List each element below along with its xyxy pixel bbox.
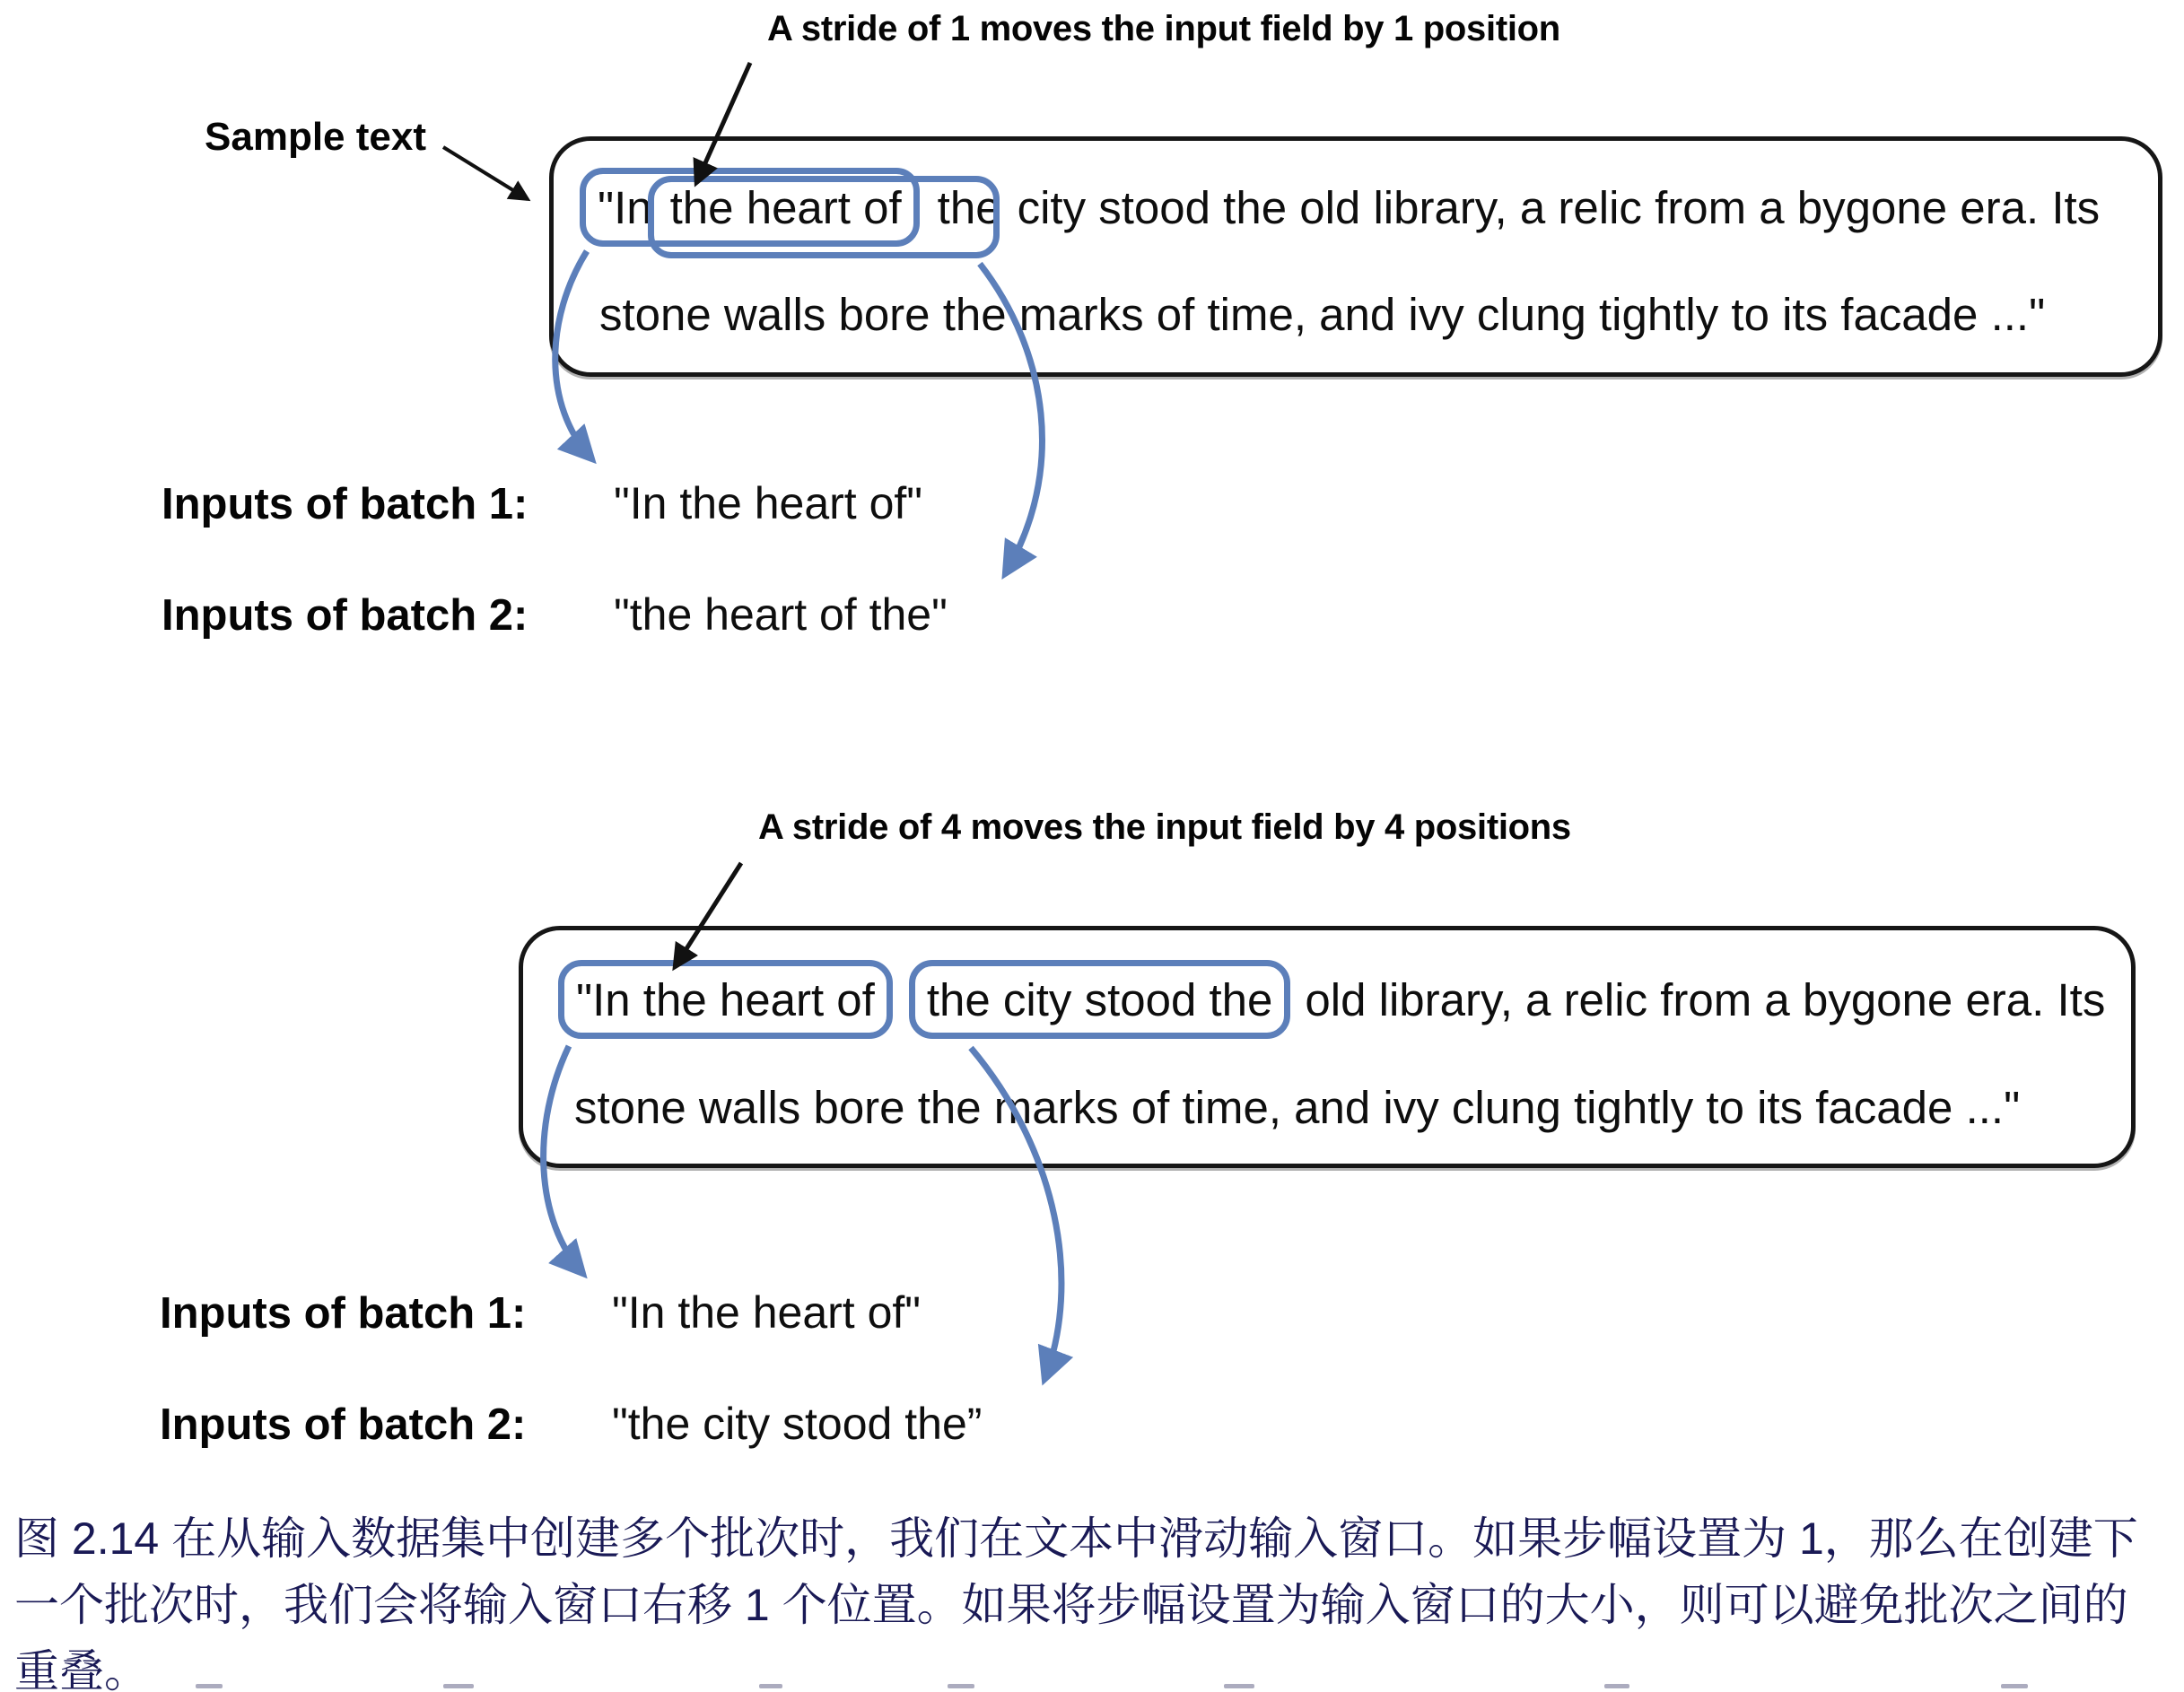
word-gap <box>1001 207 1018 208</box>
stride4-sample-line1 <box>558 956 2105 1042</box>
cutoff-mark <box>759 1684 782 1688</box>
stride1-title: A stride of 1 moves the input field by 1 position <box>767 9 1560 48</box>
stride1-batch1-row <box>162 477 922 529</box>
sample-text-arrow <box>443 147 528 199</box>
cutoff-mark <box>196 1684 223 1688</box>
sample-text-rest: city stood the old library, a relic from a bygone era. Its <box>1017 181 2101 233</box>
sample-word: the city stood the <box>926 973 1273 1025</box>
cutoff-mark <box>2001 1684 2028 1688</box>
sample-word: "In the heart of <box>576 973 875 1025</box>
sample-text-line2: stone walls bore the marks of time, and ivy clung tightly to its facade ..." <box>574 1081 2021 1133</box>
batch1-value: "In the heart of" <box>614 478 923 528</box>
caption-line-3: 重叠。 <box>14 1646 149 1692</box>
sample-word: the <box>937 181 1001 233</box>
figure-caption <box>14 1505 2138 1692</box>
stride1-batch2-row <box>162 589 948 641</box>
batch2-label: Inputs of batch 2: <box>160 1400 527 1449</box>
word-gap <box>893 999 909 1000</box>
stride4-sample-line2 <box>574 1082 2020 1132</box>
cutoff-mark <box>948 1684 974 1688</box>
batch2-value: "the city stood the” <box>612 1399 983 1449</box>
batch2-label: Inputs of batch 2: <box>162 591 529 640</box>
stride4-title: A stride of 4 moves the input field by 4 positions <box>758 807 1571 847</box>
batch2-value: "the heart of the" <box>614 589 948 640</box>
stride1-batch2-window <box>648 176 1000 258</box>
caption-line-2: 一个批次时，我们会将输入窗口右移 1 个位置。如果将步幅设置为输入窗口的大小，则可以避免批次之间的 <box>14 1580 2128 1630</box>
sample-word: "In <box>598 181 652 233</box>
batch1-label: Inputs of batch 1: <box>160 1289 527 1338</box>
cutoff-mark <box>1604 1684 1629 1688</box>
sample-text-label: Sample text <box>205 115 426 159</box>
cutoff-mark <box>1224 1684 1254 1688</box>
caption-line-1: 图 2.14 在从输入数据集中创建多个批次时，我们在文本中滑动输入窗口。如果步幅设置为 1，那么在创建下 <box>14 1513 2138 1564</box>
batch1-label: Inputs of batch 1: <box>162 480 529 528</box>
stride4-batch1-window <box>558 960 893 1039</box>
stride1-sample-line2 <box>599 289 2045 339</box>
stride4-batch1-row <box>160 1286 921 1339</box>
sample-text-line2: stone walls bore the marks of time, and ivy clung tightly to its facade ..." <box>599 288 2046 340</box>
cutoff-mark <box>443 1684 474 1688</box>
stride4-batch2-row <box>160 1398 982 1450</box>
sample-word: the heart of <box>669 181 902 233</box>
word-gap <box>1290 999 1305 1000</box>
batch1-value: "In the heart of" <box>612 1287 922 1338</box>
stride4-batch2-window <box>909 960 1291 1039</box>
sample-text-rest: old library, a relic from a bygone era. Its <box>1305 973 2106 1025</box>
